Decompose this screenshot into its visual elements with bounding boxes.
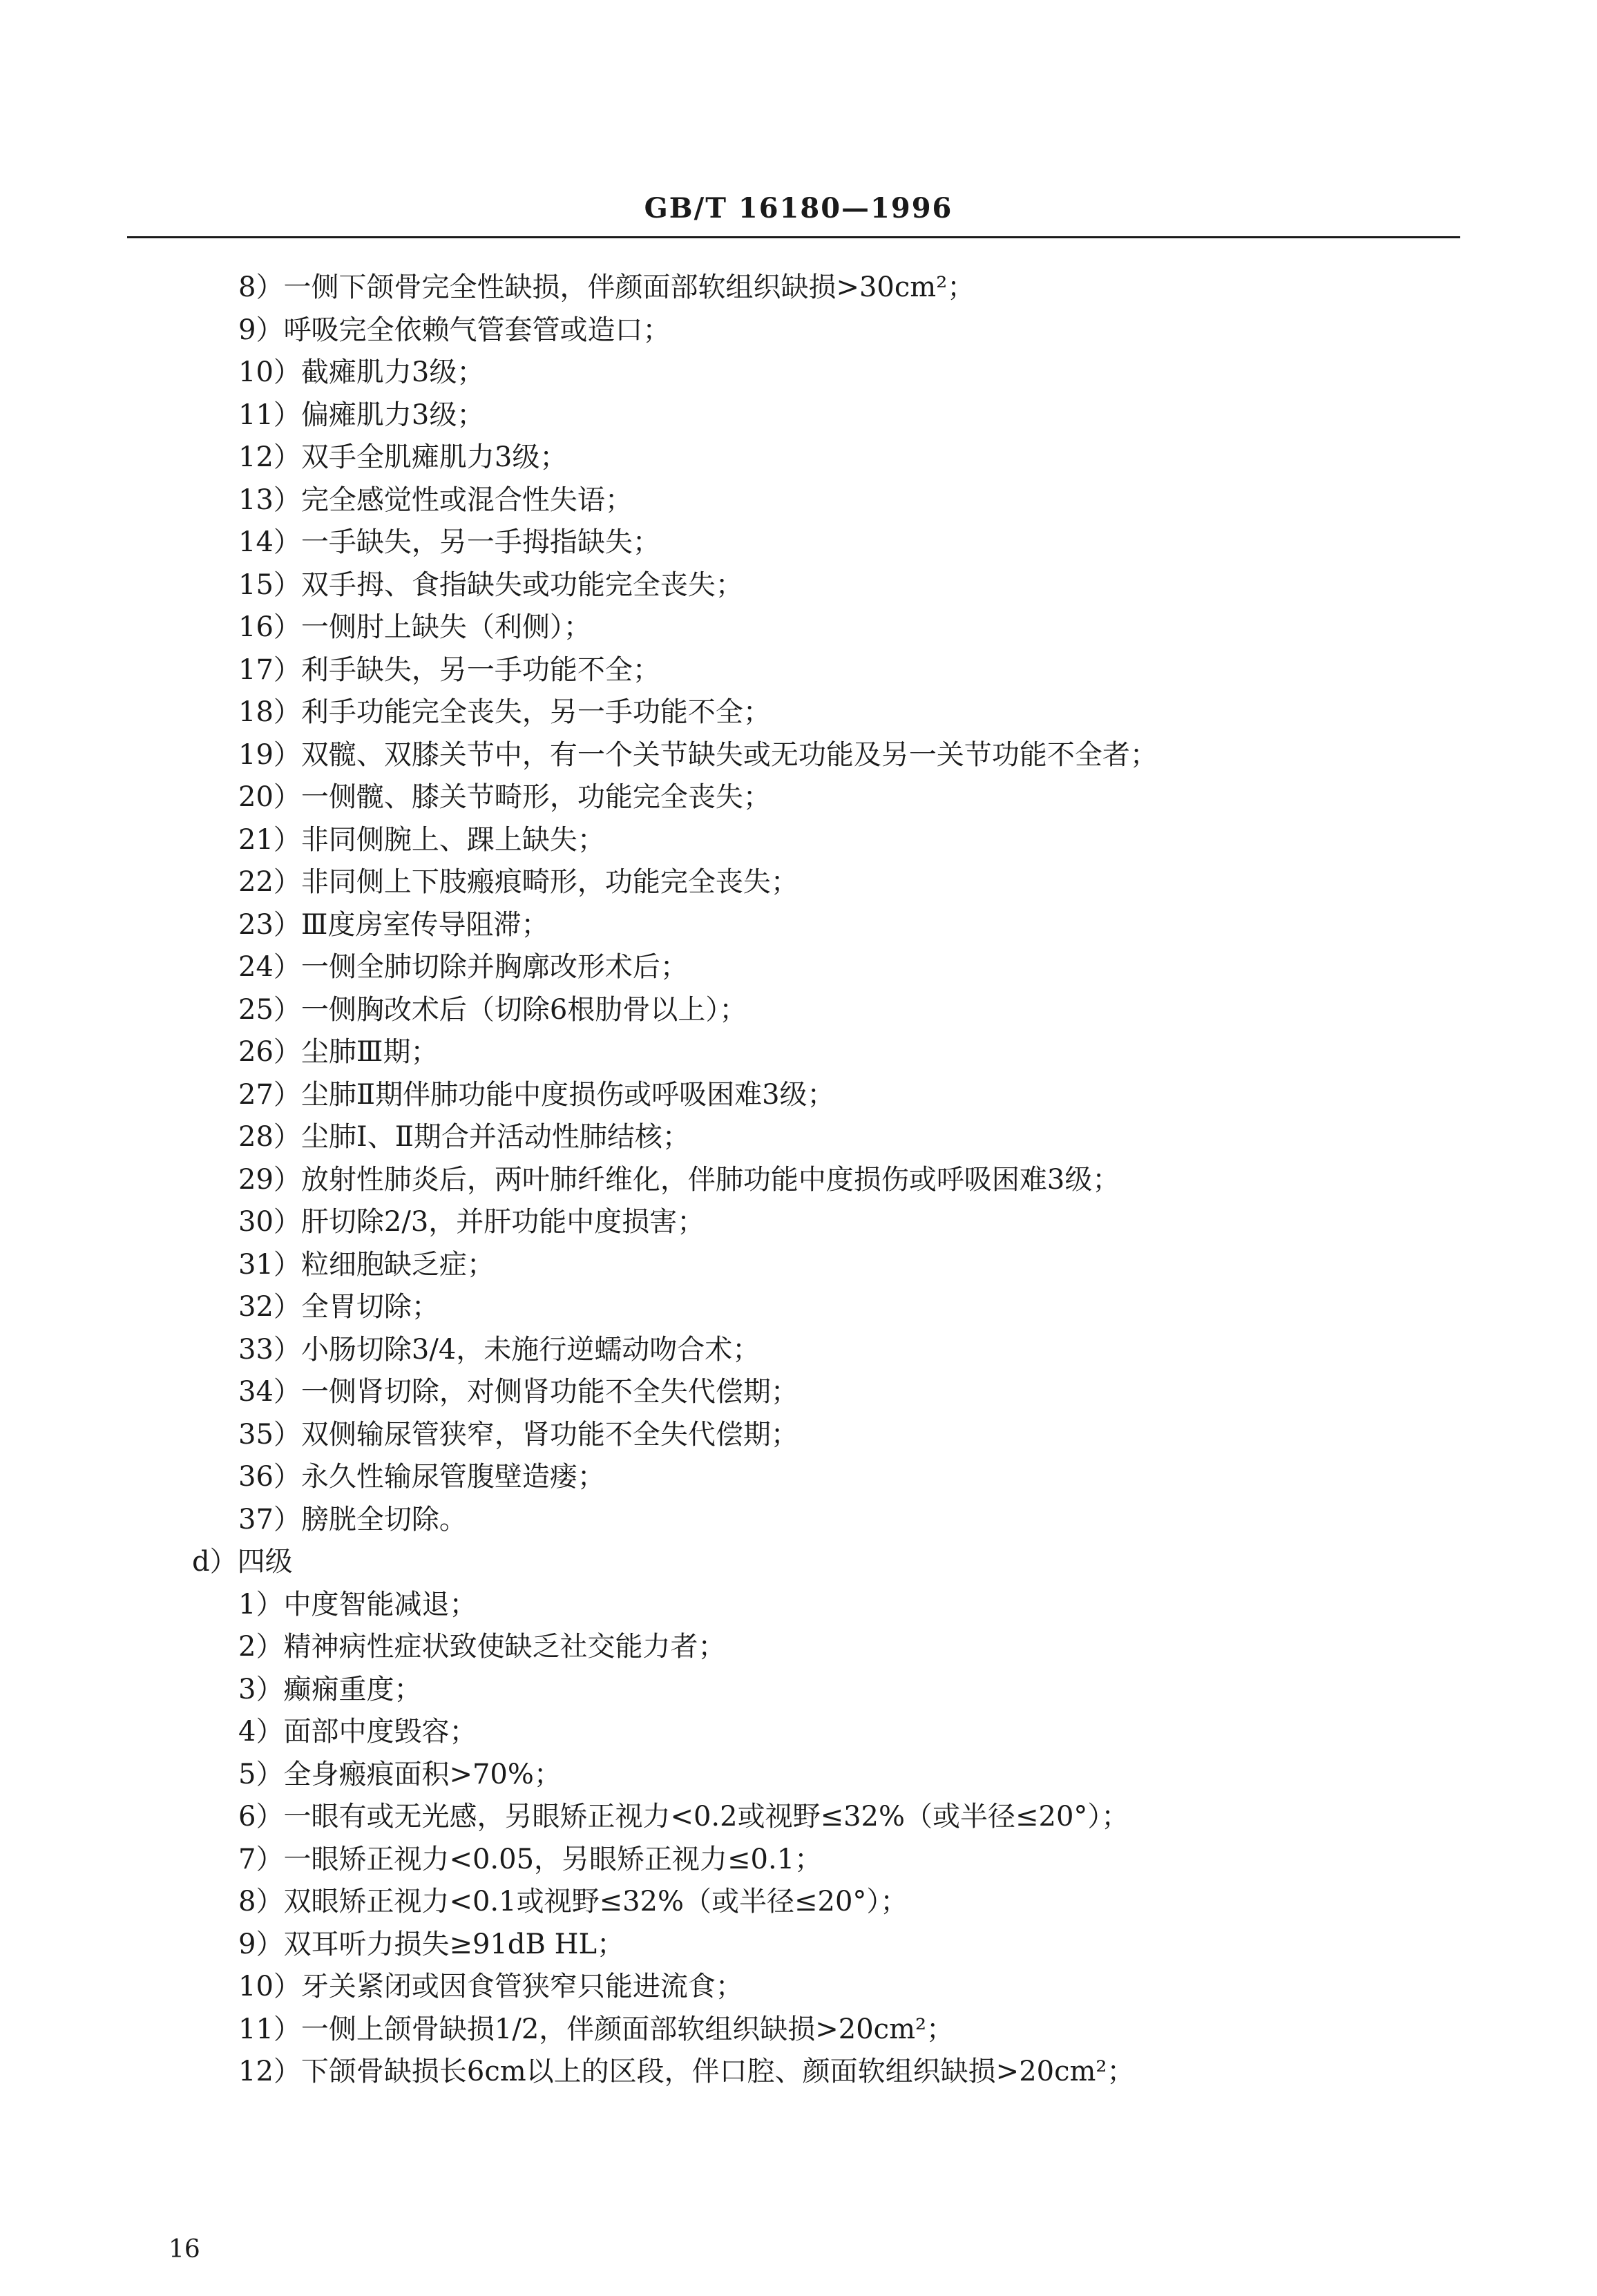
section-heading: d）四级 <box>192 1546 293 1578</box>
list-item: 33）小肠切除3/4，未施行逆蠕动吻合术； <box>238 1333 761 1366</box>
list-item: 11）一侧上颌骨缺损1/2，伴颜面部软组织缺损>20cm²； <box>238 2013 955 2045</box>
list-item: 11）偏瘫肌力3级； <box>238 399 485 431</box>
list-item: 36）永久性输尿管腹壁造瘘； <box>238 1461 605 1493</box>
list-item: 20）一侧髋、膝关节畸形，功能完全丧失； <box>238 781 771 813</box>
list-item: 19）双髋、双膝关节中，有一个关节缺失或无功能及另一关节功能不全者； <box>238 738 1158 771</box>
list-item: 30）肝切除2/3，并肝功能中度损害； <box>238 1206 705 1238</box>
list-item: 12）下颌骨缺损长6cm以上的区段，伴口腔、颜面软组织缺损>20cm²； <box>238 2056 1135 2087</box>
list-item: 27）尘肺Ⅱ期伴肺功能中度损伤或呼吸困难3级； <box>238 1078 835 1111</box>
list-item: 24）一侧全肺切除并胸廓改形术后； <box>238 951 688 983</box>
list-item: 21）非同侧腕上、踝上缺失； <box>238 823 605 856</box>
list-item: 15）双手拇、食指缺失或功能完全丧失； <box>238 568 743 601</box>
list-item: 14）一手缺失，另一手拇指缺失； <box>238 526 660 558</box>
list-item: 8）双眼矫正视力<0.1或视野≤32%（或半径≤20°）； <box>238 1886 908 1917</box>
list-item: 4）面部中度毁容； <box>238 1716 477 1748</box>
list-item: 12）双手全肌瘫肌力3级； <box>238 441 568 473</box>
list-item: 10）牙关紧闭或因食管狭窄只能进流食； <box>238 1971 743 2002</box>
list-item: 22）非同侧上下肢瘢痕畸形，功能完全丧失； <box>238 866 798 898</box>
list-item: 28）尘肺Ⅰ、Ⅱ期合并活动性肺结核； <box>238 1121 690 1153</box>
list-item: 6）一眼有或无光感，另眼矫正视力<0.2或视野≤32%（或半径≤20°）； <box>238 1801 1129 1833</box>
list-item: 9）呼吸完全依赖气管套管或造口； <box>238 314 671 346</box>
header-rule <box>127 236 1460 238</box>
list-item: 37）膀胱全切除。 <box>238 1503 467 1536</box>
list-item: 8）一侧下颌骨完全性缺损，伴颜面部软组织缺损>30cm²； <box>238 271 975 303</box>
page-number: 16 <box>169 2235 200 2264</box>
list-item: 18）利手功能完全丧失，另一手功能不全； <box>238 696 771 728</box>
list-item: 17）利手缺失，另一手功能不全； <box>238 653 660 686</box>
document-header: GB/T 16180—1996 <box>644 192 953 224</box>
list-item: 32）全胃切除； <box>238 1291 439 1323</box>
list-item: 34）一侧肾切除，对侧肾功能不全失代偿期； <box>238 1376 798 1408</box>
list-item: 3）癫痫重度； <box>238 1673 422 1705</box>
list-item: 7）一眼矫正视力<0.05，另眼矫正视力≤0.1； <box>238 1843 823 1875</box>
list-item: 29）放射性肺炎后，两叶肺纤维化，伴肺功能中度损伤或呼吸困难3级； <box>238 1163 1120 1196</box>
list-item: 25）一侧胸改术后（切除6根肋骨以上）； <box>238 993 747 1026</box>
list-item: 5）全身瘢痕面积>70%； <box>238 1758 562 1790</box>
list-item: 10）截瘫肌力3级； <box>238 356 485 388</box>
list-item: 9）双耳听力损失≥91dB HL； <box>238 1928 625 1960</box>
list-item: 31）粒细胞缺乏症； <box>238 1248 495 1281</box>
list-item: 13）完全感觉性或混合性失语； <box>238 484 633 516</box>
list-item: 26）尘肺Ⅲ期； <box>238 1036 439 1068</box>
list-item: 23）Ⅲ度房室传导阻滞； <box>238 908 549 941</box>
list-item: 1）中度智能减退； <box>238 1588 477 1620</box>
list-item: 35）双侧输尿管狭窄，肾功能不全失代偿期； <box>238 1418 798 1451</box>
list-item: 2）精神病性症状致使缺乏社交能力者； <box>238 1631 726 1663</box>
list-item: 16）一侧肘上缺失（利侧）； <box>238 611 591 643</box>
